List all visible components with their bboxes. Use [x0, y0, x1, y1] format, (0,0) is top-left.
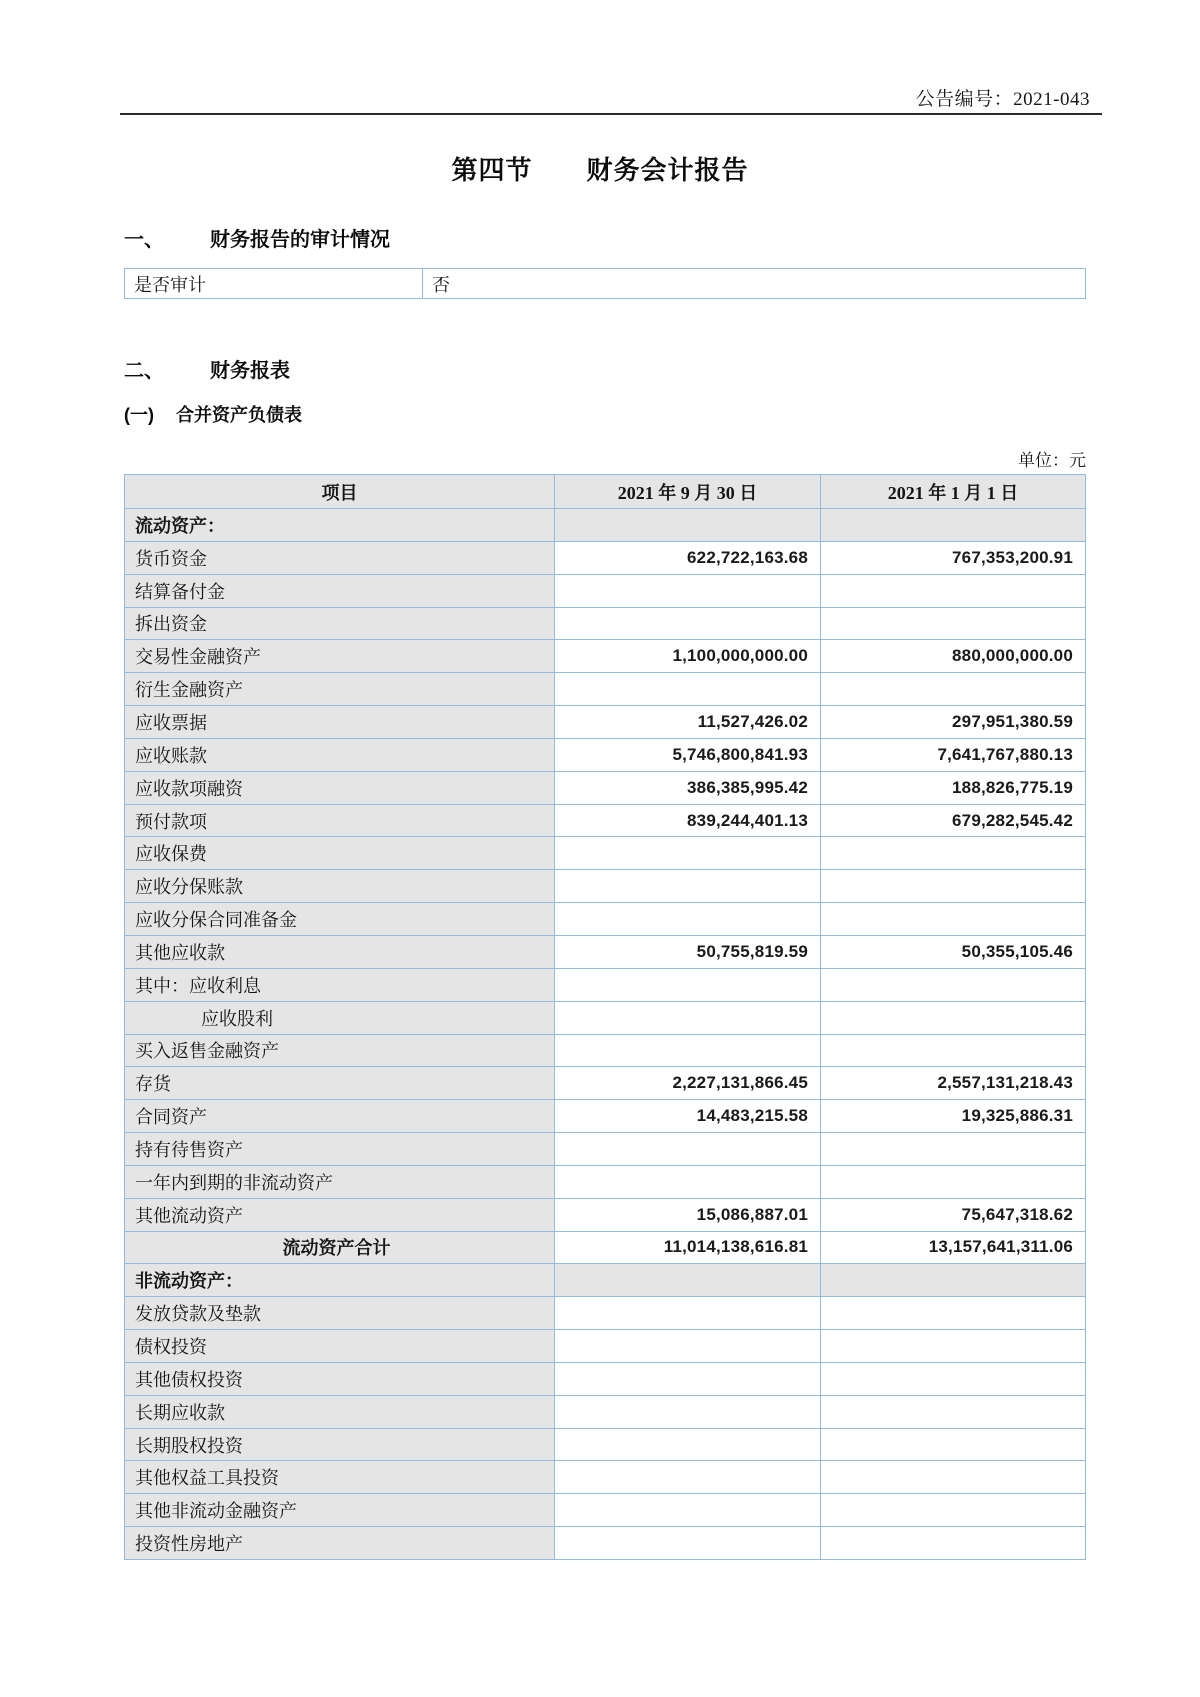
table-row [125, 771, 1086, 804]
table-row [125, 1395, 1086, 1428]
value-cell-col1: 50,755,819.59 [555, 935, 821, 968]
value-cell-col1: 622,722,163.68 [555, 541, 821, 574]
value-cell-col2 [821, 1428, 1086, 1461]
value-cell-col2: 7,641,767,880.13 [821, 738, 1086, 771]
value-cell-col2 [821, 1165, 1086, 1198]
value-cell-col1 [555, 1527, 821, 1560]
table-row [125, 1067, 1086, 1100]
value-cell-col2 [821, 1362, 1086, 1395]
item-label-cell: 非流动资产： [125, 1264, 555, 1297]
value-cell-col2: 767,353,200.91 [821, 541, 1086, 574]
item-label-cell: 买入返售金融资产 [125, 1034, 555, 1067]
value-cell-col2 [821, 968, 1086, 1001]
table-row [125, 1297, 1086, 1330]
item-label-cell: 应收账款 [125, 738, 555, 771]
value-cell-col2 [821, 1133, 1086, 1166]
value-cell-col1: 839,244,401.13 [555, 804, 821, 837]
value-cell-col2 [821, 509, 1086, 542]
item-label-cell: 流动资产合计 [125, 1231, 555, 1264]
value-cell-col2 [821, 1527, 1086, 1560]
item-label-cell: 合同资产 [125, 1100, 555, 1133]
value-cell-col2 [821, 1034, 1086, 1067]
table-row [125, 1461, 1086, 1494]
value-cell-col1: 5,746,800,841.93 [555, 738, 821, 771]
table-row [125, 1231, 1086, 1264]
value-cell-col2: 880,000,000.00 [821, 640, 1086, 673]
table-row [125, 1428, 1086, 1461]
subsection-number: (一) [124, 405, 154, 425]
value-cell-col2 [821, 870, 1086, 903]
value-cell-col1 [555, 1395, 821, 1428]
table-row [125, 903, 1086, 936]
value-cell-col1 [555, 903, 821, 936]
value-cell-col2 [821, 1494, 1086, 1527]
announcement-number: 公告编号：2021-043 [915, 89, 1090, 110]
table-row [125, 804, 1086, 837]
value-cell-col2: 2,557,131,218.43 [821, 1067, 1086, 1100]
table-row [125, 1527, 1086, 1560]
balance-sheet-body [125, 509, 1086, 1560]
item-label-cell: 其他非流动金融资产 [125, 1494, 555, 1527]
value-cell-col1 [555, 673, 821, 706]
table-row [125, 1034, 1086, 1067]
value-cell-col1 [555, 1133, 821, 1166]
value-cell-col2 [821, 1330, 1086, 1363]
item-label-cell: 其他债权投资 [125, 1362, 555, 1395]
value-cell-col2 [821, 574, 1086, 607]
unit-label: 单位：元 [1018, 451, 1086, 470]
section-title: 财务报告的审计情况 [210, 229, 390, 251]
table-row [125, 706, 1086, 739]
item-label-cell: 应收票据 [125, 706, 555, 739]
table-row [125, 1001, 1086, 1034]
value-cell-col2: 679,282,545.42 [821, 804, 1086, 837]
item-label-cell: 债权投资 [125, 1330, 555, 1363]
value-cell-col2 [821, 1461, 1086, 1494]
value-cell-col2: 75,647,318.62 [821, 1198, 1086, 1231]
audit-answer-cell: 否 [423, 269, 1086, 299]
subsection-title: 合并资产负债表 [176, 405, 302, 425]
item-label-cell: 其他流动资产 [125, 1198, 555, 1231]
balance-sheet-table [124, 474, 1086, 1560]
item-label-cell: 应收款项融资 [125, 771, 555, 804]
table-row [125, 673, 1086, 706]
value-cell-col2 [821, 903, 1086, 936]
table-row [125, 1494, 1086, 1527]
item-label-cell: 其他权益工具投资 [125, 1461, 555, 1494]
item-label-cell: 长期股权投资 [125, 1428, 555, 1461]
item-label-cell: 应收分保合同准备金 [125, 903, 555, 936]
item-label-cell: 存货 [125, 1067, 555, 1100]
table-row [125, 1198, 1086, 1231]
value-cell-col1 [555, 509, 821, 542]
table-row [125, 738, 1086, 771]
value-cell-col2 [821, 1395, 1086, 1428]
item-label-cell: 一年内到期的非流动资产 [125, 1165, 555, 1198]
table-row [125, 541, 1086, 574]
value-cell-col1 [555, 574, 821, 607]
value-cell-col2 [821, 1001, 1086, 1034]
value-cell-col2: 188,826,775.19 [821, 771, 1086, 804]
subsection-heading-balance-sheet [124, 401, 302, 427]
audit-status-table [124, 268, 1086, 299]
section-heading-audit [124, 223, 390, 252]
value-cell-col1 [555, 1461, 821, 1494]
value-cell-col1: 11,014,138,616.81 [555, 1231, 821, 1264]
balance-sheet-header-row [125, 475, 1086, 509]
item-label-cell: 持有待售资产 [125, 1133, 555, 1166]
item-label-cell: 流动资产： [125, 509, 555, 542]
audit-question-cell: 是否审计 [125, 269, 423, 299]
value-cell-col1 [555, 1264, 821, 1297]
value-cell-col2: 19,325,886.31 [821, 1100, 1086, 1133]
table-row [125, 1330, 1086, 1363]
value-cell-col1 [555, 1001, 821, 1034]
value-cell-col1 [555, 1428, 821, 1461]
section-title: 财务报表 [210, 360, 290, 382]
value-cell-col2: 50,355,105.46 [821, 935, 1086, 968]
value-cell-col2 [821, 1297, 1086, 1330]
table-row [125, 269, 1086, 299]
value-cell-col1 [555, 968, 821, 1001]
column-header-item: 项目 [125, 475, 555, 509]
item-label-cell: 交易性金融资产 [125, 640, 555, 673]
table-row [125, 607, 1086, 640]
value-cell-col2 [821, 837, 1086, 870]
value-cell-col1: 15,086,887.01 [555, 1198, 821, 1231]
item-label-cell: 发放贷款及垫款 [125, 1297, 555, 1330]
section-heading-statements [124, 354, 290, 383]
value-cell-col1 [555, 1297, 821, 1330]
value-cell-col1 [555, 1034, 821, 1067]
table-row [125, 1133, 1086, 1166]
value-cell-col1: 1,100,000,000.00 [555, 640, 821, 673]
table-row [125, 1100, 1086, 1133]
item-label-cell: 其中：应收利息 [125, 968, 555, 1001]
value-cell-col2: 13,157,641,311.06 [821, 1231, 1086, 1264]
value-cell-col2: 297,951,380.59 [821, 706, 1086, 739]
table-row [125, 1165, 1086, 1198]
value-cell-col1: 2,227,131,866.45 [555, 1067, 821, 1100]
value-cell-col2 [821, 1264, 1086, 1297]
item-label-cell: 其他应收款 [125, 935, 555, 968]
item-label-cell: 预付款项 [125, 804, 555, 837]
value-cell-col1: 386,385,995.42 [555, 771, 821, 804]
item-label-cell: 应收股利 [125, 1001, 555, 1034]
item-label-cell: 衍生金融资产 [125, 673, 555, 706]
item-label-cell: 应收保费 [125, 837, 555, 870]
value-cell-col1 [555, 1165, 821, 1198]
value-cell-col1 [555, 870, 821, 903]
item-label-cell: 投资性房地产 [125, 1527, 555, 1560]
item-label-cell: 长期应收款 [125, 1395, 555, 1428]
item-label-cell: 结算备付金 [125, 574, 555, 607]
value-cell-col1 [555, 837, 821, 870]
value-cell-col1 [555, 1330, 821, 1363]
column-header-date-1: 2021 年 9 月 30 日 [555, 475, 821, 509]
value-cell-col1 [555, 607, 821, 640]
table-row [125, 509, 1086, 542]
page-title: 第四节 财务会计报告 [451, 155, 749, 185]
table-row [125, 1264, 1086, 1297]
value-cell-col1 [555, 1362, 821, 1395]
header-rule [120, 113, 1102, 115]
item-label-cell: 货币资金 [125, 541, 555, 574]
table-row [125, 968, 1086, 1001]
table-row [125, 640, 1086, 673]
table-row [125, 935, 1086, 968]
section-number: 二、 [124, 360, 164, 382]
value-cell-col1: 14,483,215.58 [555, 1100, 821, 1133]
value-cell-col2 [821, 607, 1086, 640]
table-row [125, 837, 1086, 870]
value-cell-col1 [555, 1494, 821, 1527]
table-row [125, 574, 1086, 607]
item-label-cell: 应收分保账款 [125, 870, 555, 903]
item-label-cell: 拆出资金 [125, 607, 555, 640]
table-row [125, 1362, 1086, 1395]
table-row [125, 870, 1086, 903]
value-cell-col2 [821, 673, 1086, 706]
value-cell-col1: 11,527,426.02 [555, 706, 821, 739]
section-number: 一、 [124, 229, 164, 251]
column-header-date-2: 2021 年 1 月 1 日 [821, 475, 1086, 509]
